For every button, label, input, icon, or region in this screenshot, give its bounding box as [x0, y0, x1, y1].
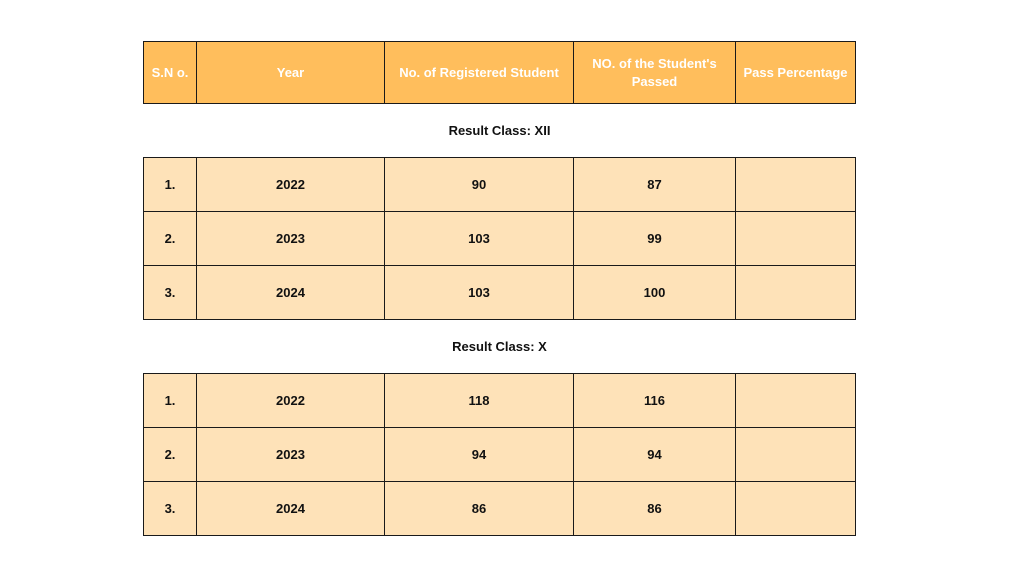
table-row — [144, 374, 856, 428]
cell-year: 2023 — [197, 428, 385, 482]
table-header — [144, 42, 856, 104]
header-sno: S.N o. — [144, 42, 197, 104]
section-title: Result Class: XII — [144, 104, 856, 158]
cell-year: 2022 — [197, 374, 385, 428]
header-year: Year — [197, 42, 385, 104]
cell-registered: 90 — [385, 158, 574, 212]
cell-percentage — [736, 374, 856, 428]
cell-year: 2022 — [197, 158, 385, 212]
cell-passed: 100 — [574, 266, 736, 320]
section-title: Result Class: X — [144, 320, 856, 374]
cell-percentage — [736, 212, 856, 266]
result-table — [143, 41, 856, 536]
header-registered: No. of Registered Student — [385, 42, 574, 104]
cell-percentage — [736, 482, 856, 536]
section-row-class-xii — [144, 104, 856, 158]
table-row — [144, 482, 856, 536]
cell-sno: 2. — [144, 428, 197, 482]
cell-sno: 2. — [144, 212, 197, 266]
header-percentage: Pass Percentage — [736, 42, 856, 104]
table-row — [144, 266, 856, 320]
header-row — [144, 42, 856, 104]
cell-sno: 1. — [144, 374, 197, 428]
cell-passed: 86 — [574, 482, 736, 536]
cell-sno: 3. — [144, 266, 197, 320]
table-row — [144, 428, 856, 482]
cell-registered: 94 — [385, 428, 574, 482]
cell-registered: 103 — [385, 212, 574, 266]
table-row — [144, 212, 856, 266]
cell-passed: 87 — [574, 158, 736, 212]
cell-registered: 118 — [385, 374, 574, 428]
cell-passed: 94 — [574, 428, 736, 482]
table-row — [144, 158, 856, 212]
section-row-class-x — [144, 320, 856, 374]
cell-percentage — [736, 428, 856, 482]
cell-passed: 99 — [574, 212, 736, 266]
header-passed: NO. of the Student's Passed — [574, 42, 736, 104]
cell-year: 2024 — [197, 482, 385, 536]
table-body — [144, 104, 856, 536]
cell-registered: 103 — [385, 266, 574, 320]
cell-percentage — [736, 266, 856, 320]
cell-sno: 1. — [144, 158, 197, 212]
cell-passed: 116 — [574, 374, 736, 428]
cell-percentage — [736, 158, 856, 212]
cell-year: 2023 — [197, 212, 385, 266]
cell-sno: 3. — [144, 482, 197, 536]
cell-registered: 86 — [385, 482, 574, 536]
cell-year: 2024 — [197, 266, 385, 320]
